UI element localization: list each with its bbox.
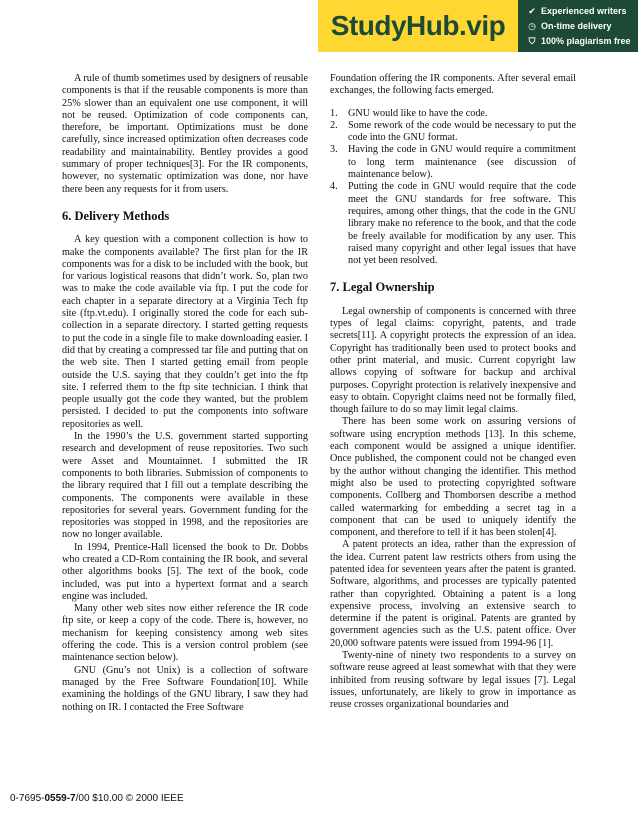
list-number: 3. <box>330 144 338 156</box>
ad-banner[interactable] <box>318 0 638 52</box>
section-heading-legal-ownership: 7. Legal Ownership <box>330 280 435 295</box>
feature-text: On-time delivery <box>541 21 612 31</box>
shield-icon: ⛉ <box>528 35 536 46</box>
list-item <box>330 181 576 267</box>
list-text: Putting the code in GNU would require that the code meet the GNU standards for free software. This requires, among other things, that the code in the GNU library make no reference to the book, and that the code be freely available for modification by any user. This raised many copyright and other legal issues that have not yet been resolved. <box>348 181 576 267</box>
copyright-footer <box>10 793 184 804</box>
feature-item <box>526 4 638 19</box>
feature-text: Experienced writers <box>541 6 627 16</box>
footer-copyright: /00 $10.00 © 2000 IEEE <box>75 793 184 804</box>
list-number: 2. <box>330 119 338 131</box>
paragraph: Twenty-nine of ninety two respondents to a survey on software reuse agreed at least somewhat with that they were inhibited from reusing software by legal issues [7]. Legal issues, unfortunately, are likely to grow in importance as reuse crosses organizational boundaries and <box>330 650 576 711</box>
clock-icon: ◷ <box>528 20 536 31</box>
paragraph: Legal ownership of components is concerned with three types of legal claims: copyright, patents, and trade secrets[11]. A copyright protects the expression of an idea. Copyright has traditionally been used to protect books and other print material, and music. Current copyright law allows copying of software for backup and archival purposes. Copyright protection is relatively inexpensive and easy to obtain. Copyright claims need not be formally filed, though failure to do so may limit legal claims. <box>330 305 576 416</box>
paragraph: There has been some work on assuring versions of software using encryption methods [13]. In this scheme, each component would be assigned a unique identifier. Once published, the component could not be changed even by the author without changing the identifier. This method might also be used to protecting copyrighted software components. Collberg and Thomborsen describe a method called watermarking for embedding a secret tag in a component that can be used to uniquely identify the component, and therefore to tell if it has been stolen[4]. <box>330 416 576 539</box>
feature-item <box>526 19 638 34</box>
list-number: 4. <box>330 181 338 193</box>
paragraph: In the 1990’s the U.S. government started supporting research and development of reuse repositories. Two such were Asset and Mountainnet. I submitted the IR components to both libraries. Submission of components to the library required that I fill out a template describing the components. The components were available in these repositories for several years. Government funding for the repositories was stopped in 1998, and the repositories are now no longer available. <box>62 431 308 541</box>
list-text: Some rework of the code would be necessary to put the code into the GNU format. <box>348 119 576 144</box>
paragraph: A patent protects an idea, rather than the expression of the idea. Current patent law restricts others from using the patented idea for seventeen years after the patent is granted. Software, algorithms, and processes are typically patented rather than copyrighted. Obtaining a patent is a long expensive process, involving an extensive search to determine if the patent is original. Patents are granted by government agencies such as the U.S. patent office. Over 20,000 software patents were issued from 1994-96 [1]. <box>330 539 576 649</box>
list-text: Having the code in GNU would require a commitment to long term maintenance (see discussion of maintenance below). <box>348 144 576 181</box>
list-number: 1. <box>330 107 338 119</box>
section-heading-delivery-methods: 6. Delivery Methods <box>62 208 170 223</box>
list-item <box>330 120 576 145</box>
list-item <box>330 144 576 181</box>
feature-list <box>518 4 638 49</box>
list-text: GNU would like to have the code. <box>348 107 488 119</box>
paragraph: GNU (Gnu’s not Unix) is a collection of software managed by the Free Software Foundation[10]. While examining the holdings of the GNU library, I saw they had nothing on IR. I contacted the Free Software <box>62 664 308 713</box>
check-icon: ✔ <box>528 5 536 16</box>
footer-isbn-prefix: 0-7695- <box>10 793 45 804</box>
feature-item <box>526 34 638 49</box>
left-column <box>62 73 308 714</box>
paragraph: Foundation offering the IR components. After several email exchanges, the following facts emerged. <box>330 73 576 97</box>
feature-text: 100% plagiarism free <box>541 36 631 46</box>
right-column <box>330 73 576 712</box>
paragraph: Many other web sites now either reference the IR code ftp site, or keep a copy of the code. There is, however, no mechanism for keeping consistency among web sites offering the code. This is a version control problem (see maintenance section below). <box>62 603 308 664</box>
paragraph: A rule of thumb sometimes used by designers of reusable components is that if the reusable components is more than 25% slower than an equivalent one use component, it will not be reused. Optimization of code components can, therefore, be important. Optimizations must be done carefully, since increased optimization often decreases code readability and maintainability. Bentley provides a good summary of proper techniques[3]. For the IR components, however, no systematic optimization was done, nor have there been any requests for it from users. <box>62 73 308 195</box>
numbered-list <box>330 108 576 268</box>
footer-isbn-bold: 0559-7 <box>44 793 76 804</box>
paragraph: A key question with a component collection is how to make the components available? The first plan for the IR components was for a disk to be included with the book, but for various logistical reasons that didn’t work. So, plan two was to make the code available via ftp. I put the code for each chapter in a separate directory at a Virginia Tech ftp site (ftp.vt.edu). I originally stored the code for each sub-collection in a separate directory. I started getting requests to put the code in a single file to make downloading easier. I did that by creating a compressed tar file and putting that on the web site. Then I started getting email from people outside the U.S. saying that they couldn’t get into the ftp site. I referred them to the ftp site technician. I think that people usually got the code they wanted, but the problem persisted. I decided to put the components into software repositories as well. <box>62 234 308 430</box>
brand-logo[interactable]: StudyHub.vip <box>318 0 518 52</box>
list-item <box>330 108 576 120</box>
paragraph: In 1994, Prentice-Hall licensed the book to Dr. Dobbs who created a CD-Rom containing the IR book, and several other algorithms books [5]. The text of the book, code included, was put into a hypertext format and a search engine was included. <box>62 541 308 602</box>
